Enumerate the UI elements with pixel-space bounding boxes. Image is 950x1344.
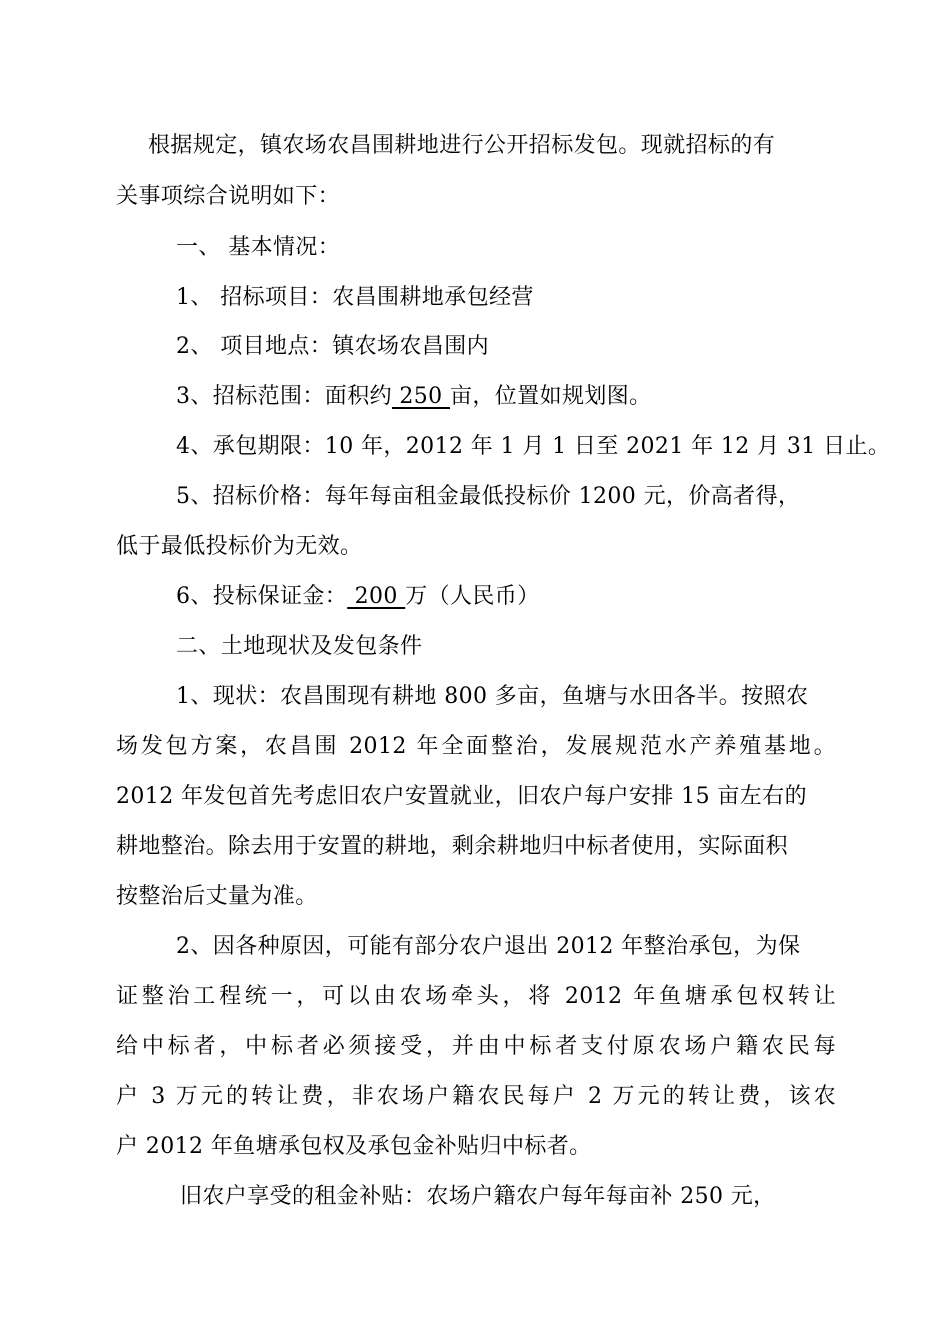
item-project: 1、 招标项目：农昌围耕地承包经营 <box>176 285 534 310</box>
transfer-paragraph-line-5: 户 2012 年鱼塘承包权及承包金补贴归中标者。 <box>116 1134 592 1159</box>
item-scope-label: 3、招标范围：面积约 <box>176 384 392 409</box>
transfer-paragraph-line-3: 给中标者，中标者必须接受，并由中标者支付原农场户籍农民每 <box>116 1034 836 1059</box>
paragraph-intro-line-2: 关事项综合说明如下： <box>116 184 341 209</box>
item-deposit-label: 6、投标保证金： <box>176 584 348 609</box>
item-location: 2、 项目地点：镇农场农昌围内 <box>176 334 489 359</box>
section-heading-basic-info: 一、 基本情况： <box>176 235 341 260</box>
item-scope <box>176 382 896 412</box>
transfer-paragraph-line-4: 户 3 万元的转让费，非农场户籍农民每户 2 万元的转让费，该农 <box>116 1084 836 1109</box>
status-paragraph-line-1: 1、现状：农昌围现有耕地 800 多亩，鱼塘与水田各半。按照农 <box>176 684 809 709</box>
transfer-paragraph-line-1: 2、因各种原因，可能有部分农户退出 2012 年整治承包，为保 <box>176 934 801 959</box>
item-scope-rest: 亩，位置如规划图。 <box>449 384 652 409</box>
status-paragraph-line-5: 按整治后丈量为准。 <box>116 884 318 909</box>
item-deposit-unit: 万（人民币） <box>405 584 540 609</box>
item-deposit <box>176 582 896 612</box>
status-paragraph-line-3: 2012 年发包首先考虑旧农户安置就业，旧农户每户安排 15 亩左右的 <box>116 784 807 809</box>
item-term: 4、承包期限：10 年，2012 年 1 月 1 日至 2021 年 12 月 31 日止。 <box>176 434 891 459</box>
paragraph-intro-line-1: 根据规定，镇农场农昌围耕地进行公开招标发包。现就招标的有 <box>148 133 776 158</box>
status-paragraph-line-2: 场发包方案，农昌围 2012 年全面整治，发展规范水产养殖基地。 <box>116 734 836 759</box>
item-deposit-amount: 200 <box>347 584 406 609</box>
status-paragraph-line-4: 耕地整治。除去用于安置的耕地，剩余耕地归中标者使用，实际面积 <box>116 834 789 859</box>
item-price-line-2: 低于最低投标价为无效。 <box>116 534 363 559</box>
transfer-paragraph-line-2: 证整治工程统一，可以由农场牵头，将 2012 年鱼塘承包权转让 <box>116 984 836 1009</box>
subsidy-paragraph-line-1: 旧农户享受的租金补贴：农场户籍农户每年每亩补 250 元， <box>180 1184 776 1209</box>
item-price-line-1: 5、招标价格：每年每亩租金最低投标价 1200 元，价高者得， <box>176 484 801 509</box>
section-heading-land-status: 二、土地现状及发包条件 <box>176 634 423 659</box>
item-scope-area: 250 <box>392 384 450 409</box>
